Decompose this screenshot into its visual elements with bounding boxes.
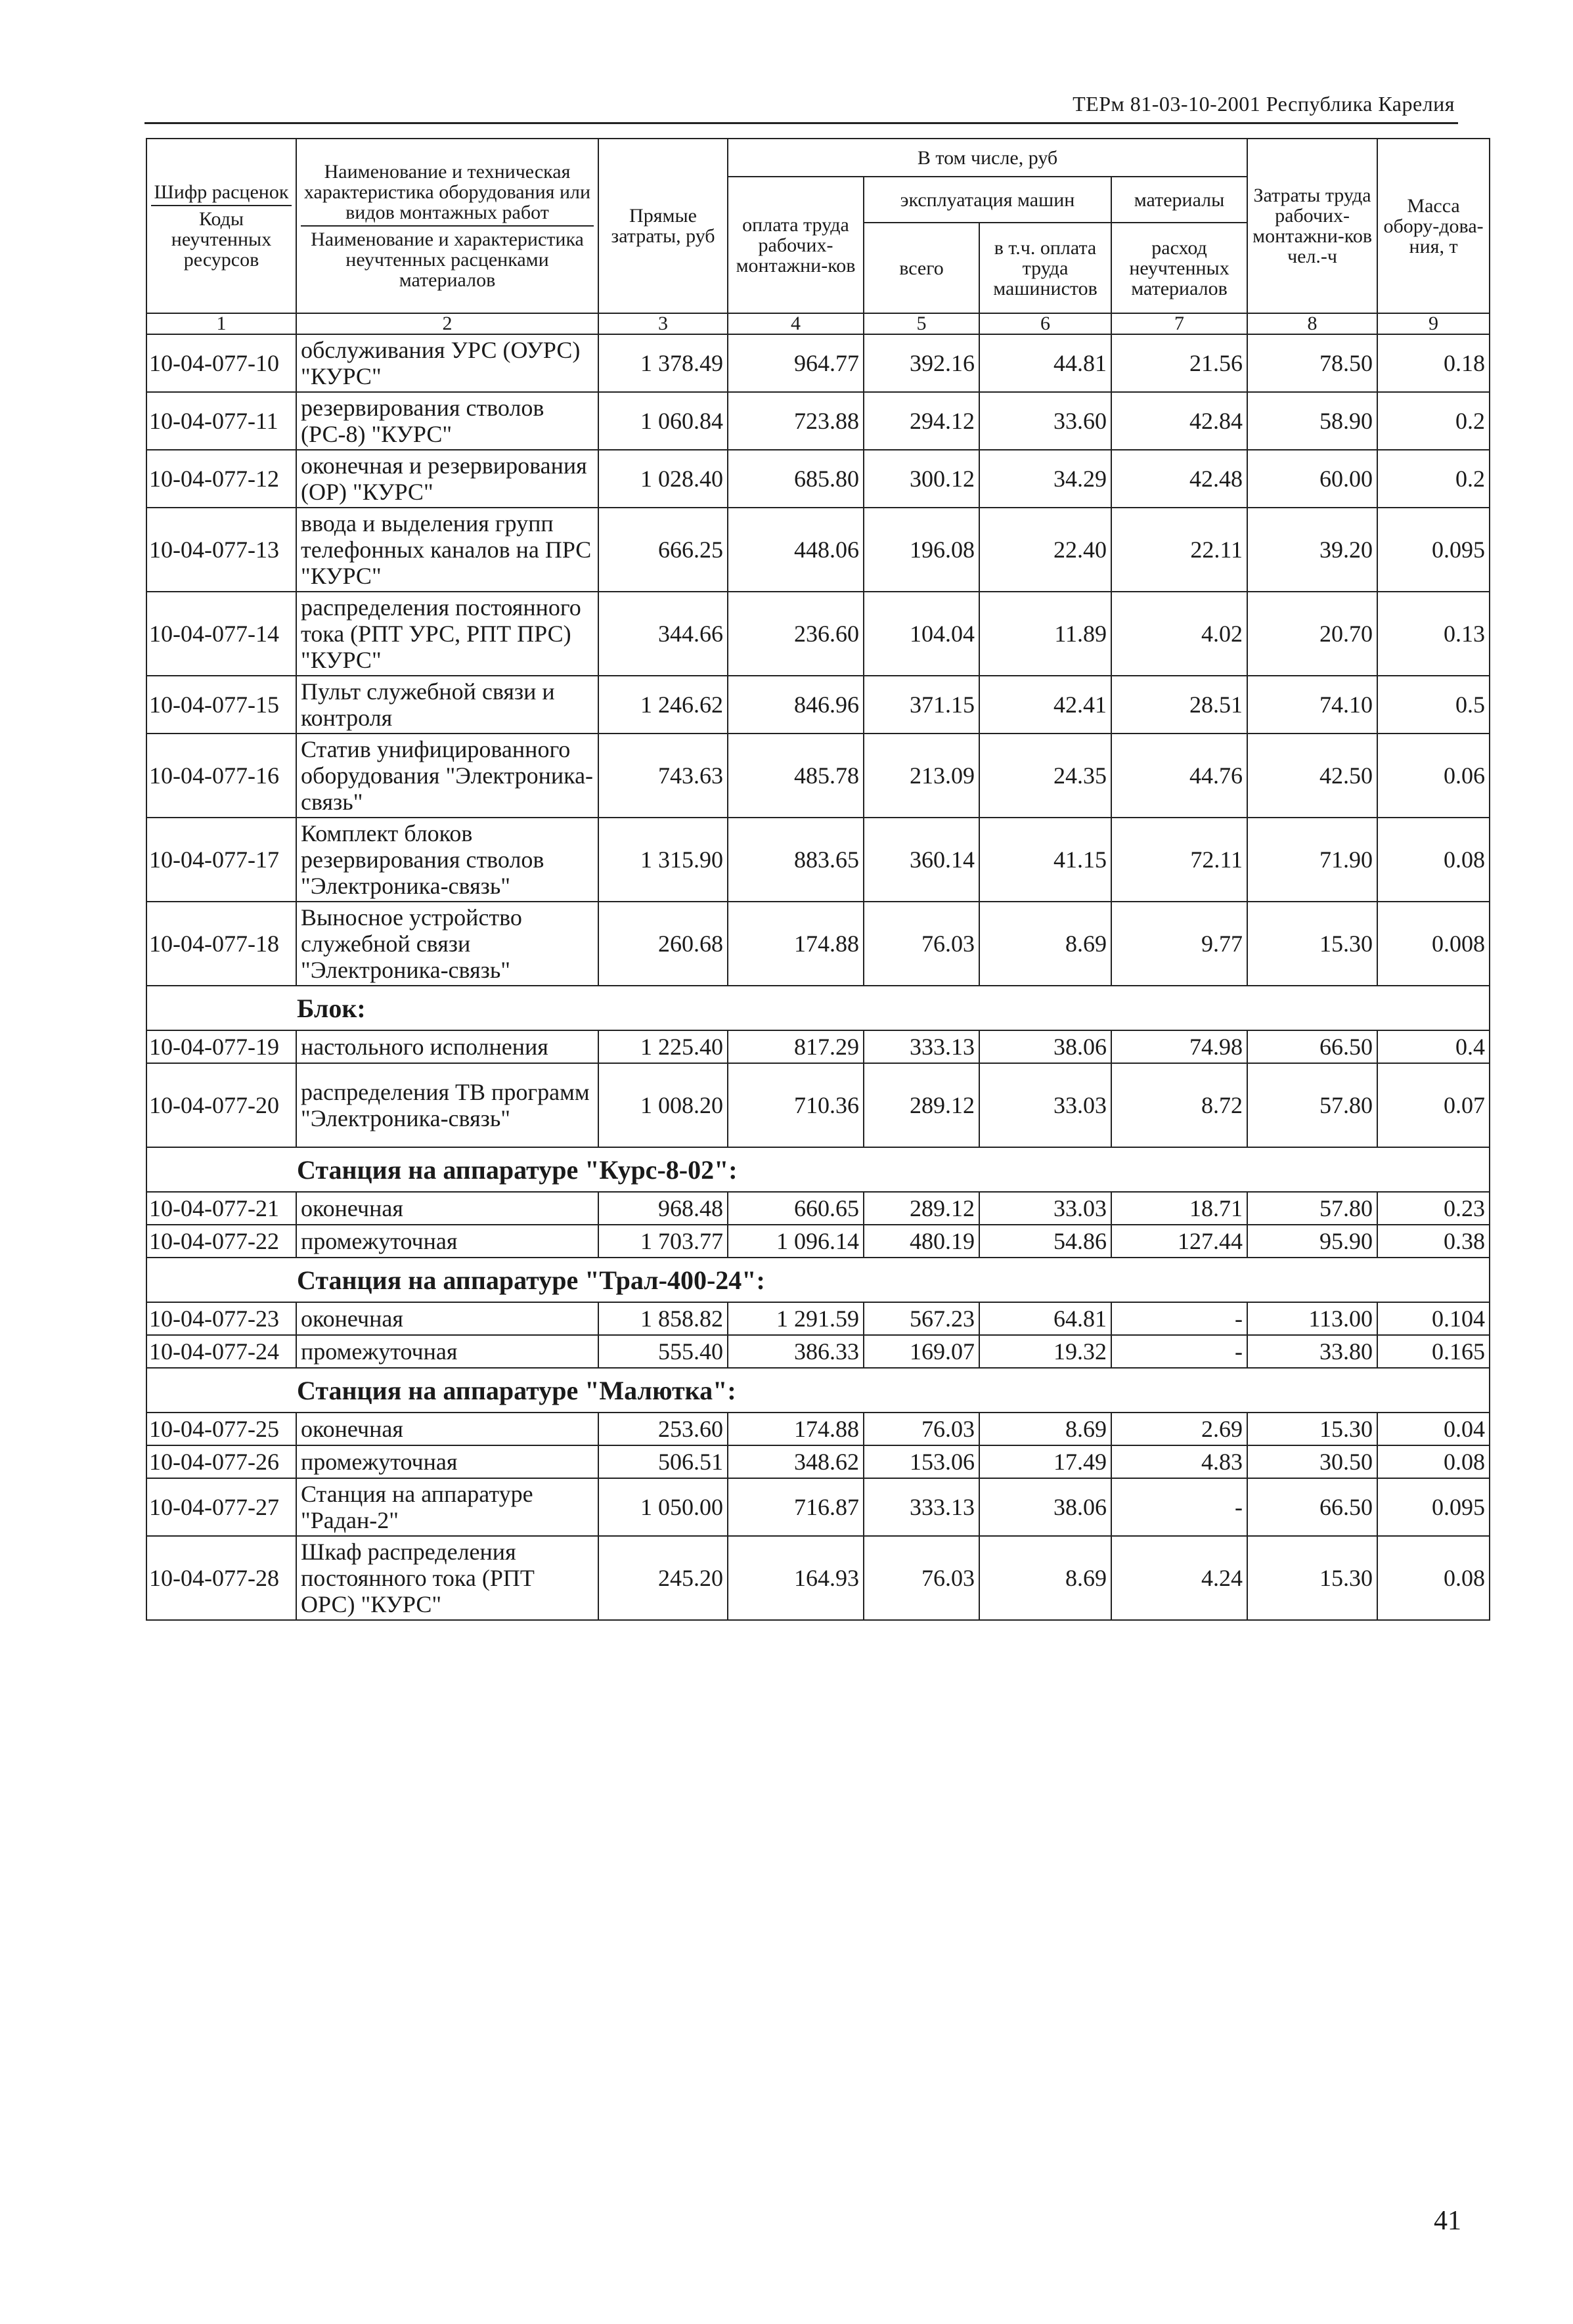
equipment-mass: 0.08 — [1377, 1536, 1490, 1620]
header-machines-total: всего — [864, 223, 979, 313]
column-number: 1 — [146, 313, 296, 334]
machines-total: 289.12 — [864, 1192, 979, 1225]
table-row — [146, 508, 1490, 592]
equipment-mass: 0.104 — [1377, 1302, 1490, 1335]
labor-hours: 78.50 — [1247, 334, 1377, 392]
table-row — [146, 592, 1490, 676]
machinists-pay: 8.69 — [979, 1536, 1111, 1620]
rate-code: 10-04-077-22 — [146, 1225, 296, 1258]
direct-costs: 1 028.40 — [598, 450, 728, 508]
materials-cost: 28.51 — [1111, 676, 1247, 734]
equipment-mass: 0.06 — [1377, 734, 1490, 818]
labor-hours: 71.90 — [1247, 818, 1377, 902]
table-row — [146, 1030, 1490, 1063]
header-code-rates: Шифр расценок — [151, 182, 292, 206]
machinists-pay: 8.69 — [979, 902, 1111, 986]
labor-pay: 883.65 — [728, 818, 864, 902]
direct-costs: 968.48 — [598, 1192, 728, 1225]
rate-code: 10-04-077-21 — [146, 1192, 296, 1225]
table-row — [146, 1192, 1490, 1225]
header-machinists-pay: в т.ч. оплата труда машинистов — [979, 223, 1111, 313]
direct-costs: 555.40 — [598, 1335, 728, 1368]
machinists-pay: 33.03 — [979, 1063, 1111, 1147]
machines-total: 76.03 — [864, 1413, 979, 1445]
direct-costs: 1 246.62 — [598, 676, 728, 734]
header-labor-hours: Затраты труда рабочих-монтажни-ков чел.-ч — [1247, 139, 1377, 313]
equipment-mass: 0.08 — [1377, 818, 1490, 902]
labor-hours: 30.50 — [1247, 1445, 1377, 1478]
machines-total: 76.03 — [864, 902, 979, 986]
machinists-pay: 42.41 — [979, 676, 1111, 734]
labor-hours: 113.00 — [1247, 1302, 1377, 1335]
labor-hours: 15.30 — [1247, 1536, 1377, 1620]
machines-total: 294.12 — [864, 392, 979, 450]
table-row — [146, 1225, 1490, 1258]
labor-pay: 660.65 — [728, 1192, 864, 1225]
labor-pay: 846.96 — [728, 676, 864, 734]
table-row — [146, 1063, 1490, 1147]
equipment-mass: 0.2 — [1377, 392, 1490, 450]
labor-pay: 817.29 — [728, 1030, 864, 1063]
item-name: настольного исполнения — [296, 1030, 598, 1063]
labor-pay: 448.06 — [728, 508, 864, 592]
table-head — [146, 139, 1490, 334]
header-direct-costs: Прямые затраты, руб — [598, 139, 728, 313]
machines-total: 169.07 — [864, 1335, 979, 1368]
machinists-pay: 33.60 — [979, 392, 1111, 450]
item-name: промежуточная — [296, 1445, 598, 1478]
header-materials: материалы — [1111, 177, 1247, 223]
machines-total: 567.23 — [864, 1302, 979, 1335]
labor-hours: 66.50 — [1247, 1478, 1377, 1536]
header-including: В том числе, руб — [728, 139, 1247, 177]
machinists-pay: 38.06 — [979, 1030, 1111, 1063]
table-row — [146, 1413, 1490, 1445]
labor-pay: 716.87 — [728, 1478, 864, 1536]
rate-code: 10-04-077-23 — [146, 1302, 296, 1335]
section-cell — [146, 1258, 1490, 1302]
column-number: 9 — [1377, 313, 1490, 334]
item-name: распределения постоянного тока (РПТ УРС, РПТ ПРС) "КУРС" — [296, 592, 598, 676]
labor-hours: 33.80 — [1247, 1335, 1377, 1368]
header-mass: Масса обору-дова-ния, т — [1377, 139, 1490, 313]
direct-costs: 344.66 — [598, 592, 728, 676]
section-cell — [146, 986, 1490, 1030]
direct-costs: 260.68 — [598, 902, 728, 986]
section-row — [146, 1258, 1490, 1302]
rate-code: 10-04-077-11 — [146, 392, 296, 450]
header-code — [146, 139, 296, 313]
direct-costs: 666.25 — [598, 508, 728, 592]
direct-costs: 743.63 — [598, 734, 728, 818]
equipment-mass: 0.13 — [1377, 592, 1490, 676]
materials-cost: - — [1111, 1302, 1247, 1335]
machines-total: 104.04 — [864, 592, 979, 676]
machines-total: 300.12 — [864, 450, 979, 508]
labor-hours: 58.90 — [1247, 392, 1377, 450]
section-title-malyutka: Станция на аппаратуре "Малютка": — [297, 1376, 736, 1405]
materials-cost: 9.77 — [1111, 902, 1247, 986]
section-row — [146, 1147, 1490, 1192]
materials-cost: 22.11 — [1111, 508, 1247, 592]
materials-cost: 4.24 — [1111, 1536, 1247, 1620]
item-name: оконечная — [296, 1192, 598, 1225]
machines-total: 333.13 — [864, 1030, 979, 1063]
direct-costs: 253.60 — [598, 1413, 728, 1445]
materials-cost: 42.48 — [1111, 450, 1247, 508]
header-labor-pay: оплата труда рабочих-монтажни-ков — [728, 177, 864, 313]
rate-code: 10-04-077-14 — [146, 592, 296, 676]
labor-hours: 60.00 — [1247, 450, 1377, 508]
table-row — [146, 1536, 1490, 1620]
item-name: оконечная и резервирования (ОР) "КУРС" — [296, 450, 598, 508]
column-number: 8 — [1247, 313, 1377, 334]
machines-total: 76.03 — [864, 1536, 979, 1620]
direct-costs: 1 703.77 — [598, 1225, 728, 1258]
materials-cost: - — [1111, 1478, 1247, 1536]
equipment-mass: 0.18 — [1377, 334, 1490, 392]
labor-hours: 57.80 — [1247, 1192, 1377, 1225]
materials-cost: - — [1111, 1335, 1247, 1368]
table-row — [146, 818, 1490, 902]
labor-pay: 485.78 — [728, 734, 864, 818]
machines-total: 196.08 — [864, 508, 979, 592]
labor-pay: 685.80 — [728, 450, 864, 508]
table-row — [146, 676, 1490, 734]
header-code-resources: Коды неучтенных ресурсов — [171, 208, 272, 271]
item-name: оконечная — [296, 1302, 598, 1335]
machinists-pay: 22.40 — [979, 508, 1111, 592]
rate-code: 10-04-077-26 — [146, 1445, 296, 1478]
rate-code: 10-04-077-16 — [146, 734, 296, 818]
labor-hours: 57.80 — [1247, 1063, 1377, 1147]
materials-cost: 2.69 — [1111, 1413, 1247, 1445]
column-number: 7 — [1111, 313, 1247, 334]
machinists-pay: 17.49 — [979, 1445, 1111, 1478]
rate-code: 10-04-077-15 — [146, 676, 296, 734]
materials-cost: 127.44 — [1111, 1225, 1247, 1258]
equipment-mass: 0.165 — [1377, 1335, 1490, 1368]
column-number: 2 — [296, 313, 598, 334]
table-row — [146, 450, 1490, 508]
rate-code: 10-04-077-25 — [146, 1413, 296, 1445]
equipment-mass: 0.5 — [1377, 676, 1490, 734]
table-row — [146, 1335, 1490, 1368]
item-name: Выносное устройство служебной связи "Электроника-связь" — [296, 902, 598, 986]
labor-hours: 42.50 — [1247, 734, 1377, 818]
table-row — [146, 734, 1490, 818]
labor-pay: 348.62 — [728, 1445, 864, 1478]
item-name: промежуточная — [296, 1335, 598, 1368]
machines-total: 371.15 — [864, 676, 979, 734]
rate-code: 10-04-077-19 — [146, 1030, 296, 1063]
labor-pay: 964.77 — [728, 334, 864, 392]
equipment-mass: 0.23 — [1377, 1192, 1490, 1225]
machinists-pay: 41.15 — [979, 818, 1111, 902]
item-name: промежуточная — [296, 1225, 598, 1258]
section-row — [146, 1368, 1490, 1413]
machines-total: 289.12 — [864, 1063, 979, 1147]
materials-cost: 44.76 — [1111, 734, 1247, 818]
materials-cost: 42.84 — [1111, 392, 1247, 450]
labor-hours: 74.10 — [1247, 676, 1377, 734]
labor-pay: 710.36 — [728, 1063, 864, 1147]
item-name: Пульт служебной связи и контроля — [296, 676, 598, 734]
materials-cost: 18.71 — [1111, 1192, 1247, 1225]
column-number: 5 — [864, 313, 979, 334]
machines-total: 480.19 — [864, 1225, 979, 1258]
price-table — [146, 138, 1490, 1621]
item-name: Комплект блоков резервирования стволов "Электроника-связь" — [296, 818, 598, 902]
equipment-mass: 0.4 — [1377, 1030, 1490, 1063]
labor-pay: 1 291.59 — [728, 1302, 864, 1335]
rate-code: 10-04-077-10 — [146, 334, 296, 392]
machinists-pay: 44.81 — [979, 334, 1111, 392]
direct-costs: 1 050.00 — [598, 1478, 728, 1536]
section-title-blok: Блок: — [297, 994, 366, 1023]
table-row — [146, 1478, 1490, 1536]
item-name: оконечная — [296, 1413, 598, 1445]
materials-cost: 4.83 — [1111, 1445, 1247, 1478]
column-number-row — [146, 313, 1490, 334]
direct-costs: 506.51 — [598, 1445, 728, 1478]
equipment-mass: 0.095 — [1377, 508, 1490, 592]
running-header: ТЕРм 81-03-10-2001 Республика Карелия — [1073, 92, 1455, 116]
machinists-pay: 11.89 — [979, 592, 1111, 676]
labor-pay: 1 096.14 — [728, 1225, 864, 1258]
machinists-pay: 64.81 — [979, 1302, 1111, 1335]
table-body — [146, 334, 1490, 1620]
materials-cost: 8.72 — [1111, 1063, 1247, 1147]
materials-cost: 72.11 — [1111, 818, 1247, 902]
header-name — [296, 139, 598, 313]
machines-total: 153.06 — [864, 1445, 979, 1478]
rate-code: 10-04-077-20 — [146, 1063, 296, 1147]
table-row — [146, 1302, 1490, 1335]
section-title-kurs: Станция на аппаратуре "Курс-8-02": — [297, 1155, 738, 1185]
labor-pay: 386.33 — [728, 1335, 864, 1368]
header-name-works: Наименование и техническая характеристика оборудования или видов монтажных работ — [301, 162, 594, 227]
machines-total: 392.16 — [864, 334, 979, 392]
machines-total: 333.13 — [864, 1478, 979, 1536]
column-number: 3 — [598, 313, 728, 334]
section-cell — [146, 1368, 1490, 1413]
rate-code: 10-04-077-24 — [146, 1335, 296, 1368]
header-unaccounted-materials: расход неучтенных материалов — [1111, 223, 1247, 313]
direct-costs: 1 315.90 — [598, 818, 728, 902]
section-row — [146, 986, 1490, 1030]
equipment-mass: 0.38 — [1377, 1225, 1490, 1258]
item-name: распределения ТВ программ "Электроника-связь" — [296, 1063, 598, 1147]
materials-cost: 21.56 — [1111, 334, 1247, 392]
item-name: Станция на аппаратуре "Радан-2" — [296, 1478, 598, 1536]
machinists-pay: 54.86 — [979, 1225, 1111, 1258]
rate-code: 10-04-077-28 — [146, 1536, 296, 1620]
item-name: Шкаф распределения постоянного тока (РПТ ОРС) "КУРС" — [296, 1536, 598, 1620]
labor-hours: 95.90 — [1247, 1225, 1377, 1258]
column-number: 4 — [728, 313, 864, 334]
section-cell — [146, 1147, 1490, 1192]
header-row — [146, 139, 1490, 177]
item-name: обслуживания УРС (ОУРС) "КУРС" — [296, 334, 598, 392]
direct-costs: 1 060.84 — [598, 392, 728, 450]
labor-pay: 174.88 — [728, 902, 864, 986]
equipment-mass: 0.008 — [1377, 902, 1490, 986]
item-name: ввода и выделения групп телефонных каналов на ПРС "КУРС" — [296, 508, 598, 592]
machinists-pay: 33.03 — [979, 1192, 1111, 1225]
rate-code: 10-04-077-18 — [146, 902, 296, 986]
materials-cost: 74.98 — [1111, 1030, 1247, 1063]
header-rule — [144, 122, 1458, 124]
header-machines: эксплуатация машин — [864, 177, 1111, 223]
labor-pay: 164.93 — [728, 1536, 864, 1620]
labor-hours: 15.30 — [1247, 1413, 1377, 1445]
header-name-materials: Наименование и характеристика неучтенных расценками материалов — [311, 229, 584, 291]
item-name: Статив унифицированного оборудования "Электроника-связь" — [296, 734, 598, 818]
machinists-pay: 8.69 — [979, 1413, 1111, 1445]
rate-code: 10-04-077-27 — [146, 1478, 296, 1536]
machinists-pay: 38.06 — [979, 1478, 1111, 1536]
machinists-pay: 34.29 — [979, 450, 1111, 508]
rate-code: 10-04-077-12 — [146, 450, 296, 508]
item-name: резервирования стволов (РС-8) "КУРС" — [296, 392, 598, 450]
direct-costs: 1 378.49 — [598, 334, 728, 392]
machinists-pay: 19.32 — [979, 1335, 1111, 1368]
rate-code: 10-04-077-13 — [146, 508, 296, 592]
rate-code: 10-04-077-17 — [146, 818, 296, 902]
direct-costs: 1 858.82 — [598, 1302, 728, 1335]
labor-hours: 66.50 — [1247, 1030, 1377, 1063]
machines-total: 213.09 — [864, 734, 979, 818]
labor-pay: 174.88 — [728, 1413, 864, 1445]
direct-costs: 1 225.40 — [598, 1030, 728, 1063]
table-row — [146, 1445, 1490, 1478]
machines-total: 360.14 — [864, 818, 979, 902]
direct-costs: 1 008.20 — [598, 1063, 728, 1147]
table-row — [146, 334, 1490, 392]
labor-pay: 236.60 — [728, 592, 864, 676]
table-row — [146, 902, 1490, 986]
labor-hours: 39.20 — [1247, 508, 1377, 592]
materials-cost: 4.02 — [1111, 592, 1247, 676]
equipment-mass: 0.08 — [1377, 1445, 1490, 1478]
direct-costs: 245.20 — [598, 1536, 728, 1620]
equipment-mass: 0.04 — [1377, 1413, 1490, 1445]
equipment-mass: 0.07 — [1377, 1063, 1490, 1147]
equipment-mass: 0.2 — [1377, 450, 1490, 508]
labor-hours: 20.70 — [1247, 592, 1377, 676]
table-row — [146, 392, 1490, 450]
labor-hours: 15.30 — [1247, 902, 1377, 986]
section-title-tral: Станция на аппаратуре "Трал-400-24": — [297, 1265, 765, 1295]
column-number: 6 — [979, 313, 1111, 334]
labor-pay: 723.88 — [728, 392, 864, 450]
page-number: 41 — [1434, 2206, 1461, 2236]
equipment-mass: 0.095 — [1377, 1478, 1490, 1536]
machinists-pay: 24.35 — [979, 734, 1111, 818]
